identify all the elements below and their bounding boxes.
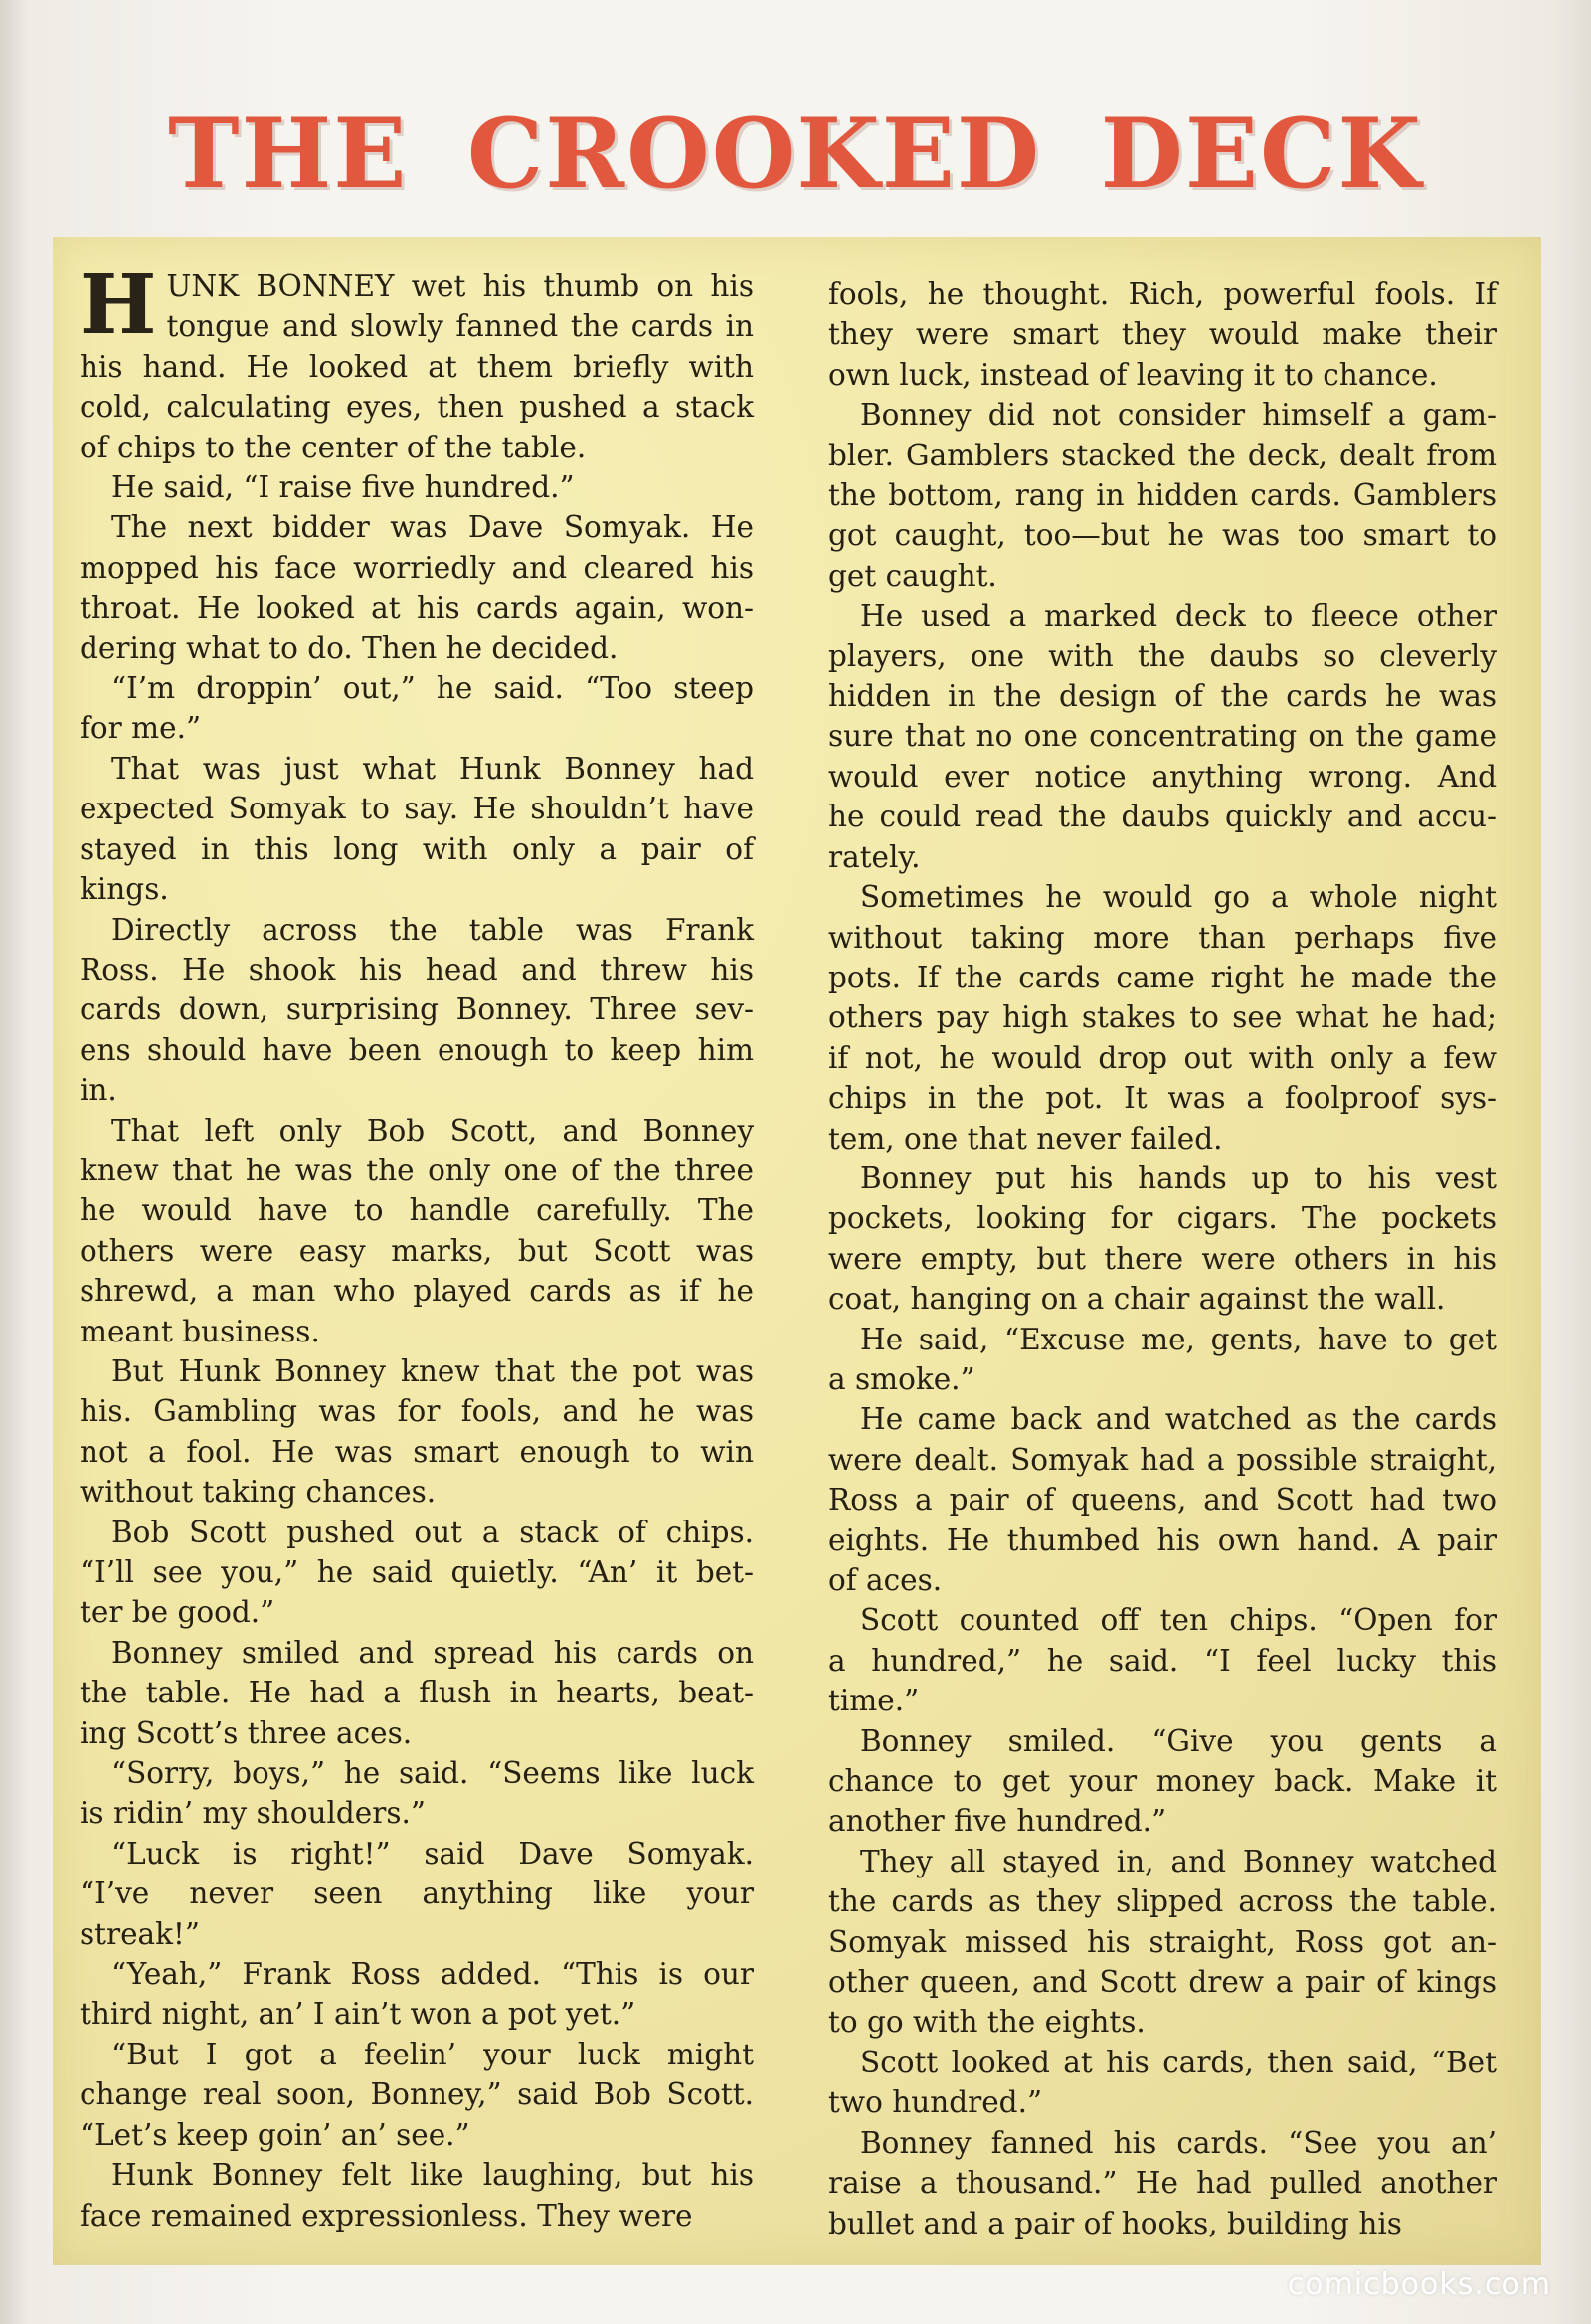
text-line: Scott looked at his cards, then said, “Bet [860,2045,1497,2079]
text-line: He said, “Excuse me, gents, have to get [860,1322,1497,1356]
text-line: would ever notice anything wrong. And [828,759,1497,794]
text-line: without taking chances. [80,1475,437,1510]
text-line: not a fool. He was smart enough to win [80,1434,754,1469]
text-line: ter be good.” [80,1595,275,1630]
text-line: shrewd, a man who played cards as if he [80,1274,754,1309]
text-line: own luck, instead of leaving it to chance. [828,357,1438,392]
right-column [828,274,1497,2243]
text-line: “I’ll see you,” he said quietly. “An’ it bet- [80,1555,754,1589]
paragraph [828,596,1497,877]
text-line: Hunk Bonney felt like laughing, but his [111,2158,754,2193]
text-line: That left only Bob Scott, and Bonney [111,1113,754,1148]
text-line: dering what to do. Then he decided. [80,630,619,665]
text-line: ing Scott’s three aces. [80,1715,413,1750]
text-line: of aces. [828,1563,943,1597]
text-line: chance to get your money back. Make it [828,1764,1497,1799]
text-line: he would have to handle carefully. The [80,1193,754,1228]
paragraph [828,2123,1497,2243]
text-line: knew that he was the only one of the three [80,1153,754,1187]
paragraph [828,2043,1497,2123]
story-title: THE CROOKED DECK [168,97,1423,210]
text-line: meant business. [80,1314,320,1348]
text-line: tongue and slowly fanned the cards in [166,309,754,344]
paragraph [80,1753,754,1834]
paragraph [80,1111,754,1351]
text-line: rately. [828,839,921,874]
text-line: kings. [80,872,169,907]
paragraph [80,507,754,668]
text-line: “I’ve never seen anything like your [80,1877,754,1911]
text-line: expected Somyak to say. He shouldn’t have [80,792,754,826]
text-line: they were smart they would make their [828,317,1497,352]
text-line: the cards as they slipped across the table. [828,1884,1497,1919]
text-line: two hundred.” [828,2085,1043,2120]
paragraph [828,1320,1497,1400]
text-line: Bob Scott pushed out a stack of chips. [111,1515,754,1549]
left-column [80,258,754,2235]
paragraph [80,1834,754,1954]
text-line: Directly across the table was Frank [111,912,754,947]
text-line: of chips to the center of the table. [80,430,587,464]
text-line: He used a marked deck to fleece other [860,599,1497,633]
text-line: for me.” [80,711,202,746]
text-line: if not, he would drop out with only a few [828,1040,1497,1075]
text-line: tem, one that never failed. [828,1121,1223,1156]
text-line: chips in the pot. It was a foolproof sys- [828,1081,1497,1116]
text-line: He said, “I raise five hundred.” [111,470,575,505]
text-line: to go with the eights. [828,2005,1146,2040]
text-line: cold, calculating eyes, then pushed a stack [80,390,754,425]
text-line: fools, he thought. Rich, powerful fools. If [828,277,1497,311]
text-line: Ross a pair of queens, and Scott had two [828,1483,1497,1518]
paragraph [828,1721,1497,1842]
text-line: eights. He thumbed his own hand. A pair [828,1522,1497,1557]
paragraph [828,1399,1497,1600]
text-line: UNK BONNEY wet his thumb on his [166,269,754,303]
paragraph [80,668,754,749]
text-line: Bonney smiled and spread his cards on [111,1635,754,1670]
text-line: another five hundred.” [828,1804,1167,1839]
text-line: others were easy marks, but Scott was [80,1233,754,1268]
text-line: without taking more than perhaps five [828,920,1497,955]
text-line: cards down, surprising Bonney. Three sev- [80,992,754,1027]
text-line: “I’m droppin’ out,” he said. “Too steep [111,671,754,706]
watermark: comicbooks.com [1287,2267,1551,2302]
paragraph [80,910,754,1111]
paragraph [80,2035,754,2155]
text-line: get caught. [828,558,997,593]
text-line: “Luck is right!” said Dave Somyak. [111,1836,754,1871]
text-line: coat, hanging on a chair against the wall. [828,1282,1446,1317]
text-line: other queen, and Scott drew a pair of kings [828,1965,1497,2000]
text-line: He came back and watched as the cards [860,1402,1497,1437]
paragraph [80,258,754,467]
text-line: Scott counted off ten chips. “Open for [860,1603,1497,1638]
text-line: That was just what Hunk Bonney had [111,751,754,786]
text-line: streak!” [80,1916,200,1951]
paragraph [80,1351,754,1513]
paragraph [828,877,1497,1159]
text-line: “But I got a feelin’ your luck might [111,2037,754,2071]
text-line: got caught, too—but he was too smart to [828,518,1497,553]
paragraph [80,1513,754,1633]
paragraph [80,467,754,507]
text-line: “Yeah,” Frank Ross added. “This is our [111,1957,754,1992]
text-line: were empty, but there were others in his [828,1241,1497,1276]
text-line: Bonney put his hands up to his vest [860,1161,1497,1195]
text-line: pockets, looking for cigars. The pockets [828,1201,1497,1236]
text-line: he could read the daubs quickly and accu- [828,800,1497,834]
text-line: a hundred,” he said. “I feel lucky this [828,1643,1497,1678]
text-line: hidden in the design of the cards he was [828,679,1497,714]
paragraph [828,1600,1497,1720]
text-line: bler. Gamblers stacked the deck, dealt from [828,438,1497,472]
text-line: Bonney fanned his cards. “See you an’ [860,2125,1497,2160]
text-line: sure that no one concentrating on the game [828,719,1497,754]
text-line: Somyak missed his straight, Ross got an- [828,1924,1497,1959]
text-line: mopped his face worriedly and cleared his [80,550,754,585]
text-line: The next bidder was Dave Somyak. He [111,510,754,545]
text-line: were dealt. Somyak had a possible straight, [828,1442,1497,1477]
text-line: third night, an’ I ain’t won a pot yet.” [80,1997,636,2032]
text-line: “Let’s keep goin’ an’ see.” [80,2117,470,2152]
text-line: pots. If the cards came right he made the [828,960,1497,994]
text-line: a smoke.” [828,1361,975,1396]
text-line: his hand. He looked at them briefly with [80,349,754,384]
paragraph [828,395,1497,596]
text-line: “Sorry, boys,” he said. “Seems like luck [111,1756,754,1791]
text-line: bullet and a pair of hooks, building his [828,2206,1402,2240]
text-line: others pay high stakes to see what he had; [828,1000,1497,1035]
drop-cap: H [80,258,157,353]
text-line: stayed in this long with only a pair of [80,831,754,866]
text-line: But Hunk Bonney knew that the pot was [111,1353,754,1388]
text-line: time.” [828,1684,920,1718]
text-line: Ross. He shook his head and threw his [80,952,754,986]
paragraph [80,749,754,910]
paragraph [80,2155,754,2235]
text-line: ens should have been enough to keep him [80,1032,754,1067]
text-line: Bonney did not consider himself a gam- [860,398,1497,433]
text-line: throat. He looked at his cards again, won- [80,591,754,626]
text-line: change real soon, Bonney,” said Bob Scott. [80,2077,754,2112]
text-line: Bonney smiled. “Give you gents a [860,1723,1497,1758]
text-line: players, one with the daubs so cleverly [828,638,1497,673]
paragraph [80,1633,754,1753]
text-line: in. [80,1073,117,1108]
text-line: raise a thousand.” He had pulled another [828,2166,1497,2201]
text-line: the table. He had a flush in hearts, beat- [80,1676,754,1710]
text-line: They all stayed in, and Bonney watched [860,1844,1497,1878]
text-line: the bottom, rang in hidden cards. Gamblers [828,478,1497,513]
paragraph [80,1954,754,2035]
text-line: face remained expressionless. They were [80,2198,693,2233]
text-line: Sometimes he would go a whole night [860,880,1497,915]
paragraph [828,274,1497,395]
text-line: is ridin’ my shoulders.” [80,1796,426,1831]
text-line: his. Gambling was for fools, and he was [80,1394,754,1429]
paragraph [828,1842,1497,2043]
paragraph [828,1159,1497,1320]
